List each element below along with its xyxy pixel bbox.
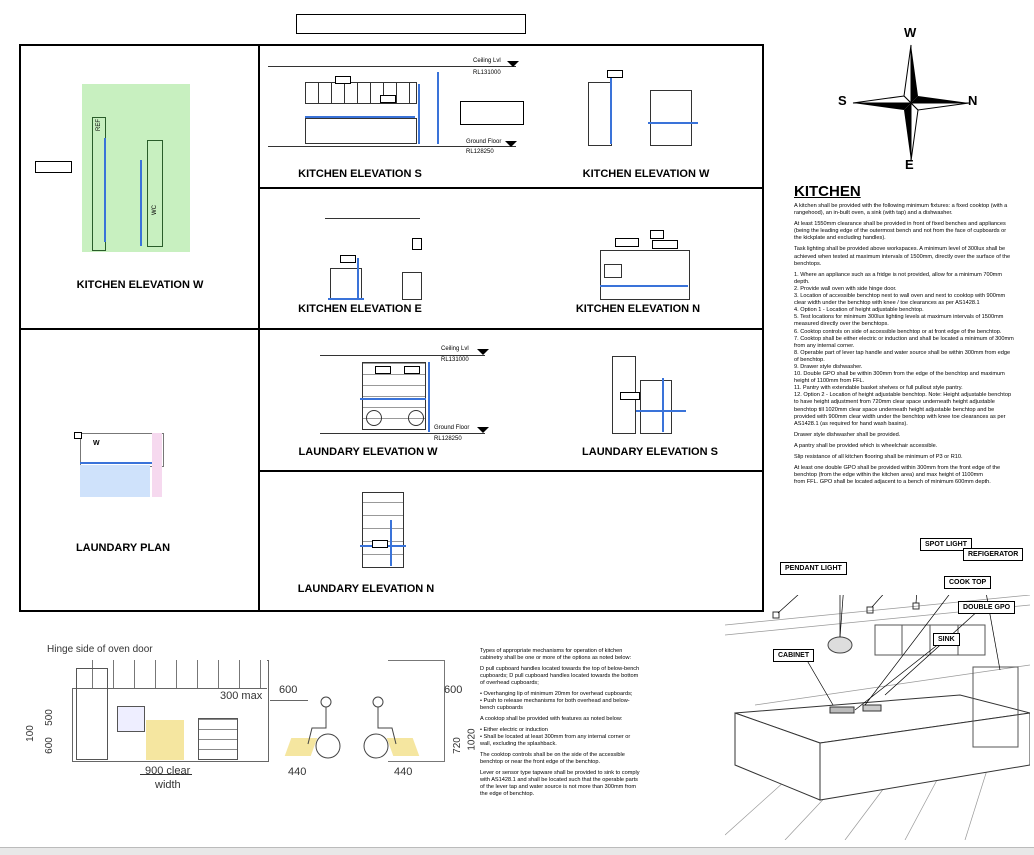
compass-left-label: S bbox=[838, 93, 847, 108]
plan-dim-line bbox=[104, 138, 106, 242]
laundry-plan-label-w: W bbox=[93, 440, 100, 447]
wheelchair-user-icon bbox=[300, 694, 350, 760]
kitchen-notes bbox=[794, 203, 1014, 490]
dim-600-a: 600 bbox=[279, 684, 298, 696]
plan-dim-line bbox=[140, 160, 142, 246]
kitchen-paragraph: At least one double GPO shall be provided within 300mm from the front edge of the benchtop (from the edge within the kitchen area) and max height of 1100mm from FFL. GPO shall be located adjacent to a bench of minimum 600mm depth. bbox=[794, 465, 1001, 486]
grid-divider-left-h bbox=[19, 328, 259, 330]
ceiling-line bbox=[325, 218, 420, 219]
kitchen-perspective-drawing bbox=[725, 595, 1030, 840]
dim-440-a: 440 bbox=[288, 766, 307, 778]
callout-refrigerator: REFIGERATOR bbox=[963, 548, 1023, 561]
callout-pendant-light: PENDANT LIGHT bbox=[780, 562, 847, 575]
oven-elevation bbox=[604, 264, 622, 278]
panel-title-laundry-n: LAUNDARY ELEVATION N bbox=[297, 583, 435, 595]
laundry-ceiling-label: Ceiling Lvl bbox=[441, 346, 469, 352]
note-box-top bbox=[296, 14, 526, 34]
dim-line bbox=[305, 116, 415, 118]
upper-cabinets bbox=[305, 82, 417, 104]
notes-paragraph: • Either electric or induction • Shall be located at least 300mm from any internal corner or wall, excluding the splashback. bbox=[480, 727, 631, 747]
dim-1020: 1020 bbox=[466, 728, 478, 751]
dim-line bbox=[437, 72, 439, 144]
dim-600-b: 600 bbox=[444, 684, 463, 696]
dim-line bbox=[662, 378, 664, 432]
dim-line bbox=[600, 285, 688, 287]
ground-rl: RL128250 bbox=[466, 149, 494, 155]
counter-section bbox=[388, 660, 445, 762]
level-marker-icon bbox=[505, 141, 517, 147]
kitchen-paragraph: A pantry shall be provided which is wheelchair accessible. bbox=[794, 442, 938, 449]
dim-line bbox=[360, 398, 426, 400]
laundry-n-cabinets bbox=[362, 492, 404, 568]
level-marker-icon bbox=[477, 427, 489, 433]
dim-600-left: 600 bbox=[43, 737, 55, 754]
tag-box bbox=[652, 240, 678, 249]
base-cabinets bbox=[305, 118, 417, 144]
callout-sink: SINK bbox=[933, 633, 960, 646]
kitchen-plan-bench-right bbox=[147, 140, 163, 247]
laundry-ground-rl: RL128250 bbox=[434, 436, 462, 442]
tag-box bbox=[412, 238, 422, 250]
tall-cabinet bbox=[588, 82, 612, 146]
dim-line bbox=[428, 362, 430, 432]
panel-title-kitchen-n: KITCHEN ELEVATION N bbox=[575, 303, 701, 315]
clear-knee-space bbox=[146, 720, 184, 760]
panel-title-laundry-plan: LAUNDARY PLAN bbox=[75, 542, 171, 554]
compass-top-label: W bbox=[904, 25, 917, 40]
callout-double-gpo: DOUBLE GPO bbox=[958, 601, 1015, 614]
callout-spot-light: SPOT LIGHT bbox=[920, 538, 972, 551]
kitchen-heading: KITCHEN bbox=[794, 183, 861, 200]
callout-cabinet: CABINET bbox=[773, 649, 814, 662]
panel-title-kitchen-s: KITCHEN ELEVATION S bbox=[298, 168, 422, 180]
dim-line bbox=[390, 520, 392, 566]
compass-right-label: N bbox=[968, 93, 978, 108]
laundry-plan-clear-space bbox=[80, 465, 150, 497]
kitchen-paragraph: Slip resistance of all kitchen flooring shall be minimum of P3 or R10. bbox=[794, 454, 963, 460]
tag-box bbox=[404, 366, 420, 374]
tag-box bbox=[375, 366, 391, 374]
level-marker-icon bbox=[507, 61, 519, 67]
callout-cook-top: COOK TOP bbox=[944, 576, 991, 589]
tag-box bbox=[380, 95, 396, 103]
panel-title-laundry-s: LAUNDARY ELEVATION S bbox=[582, 446, 718, 458]
laundry-ground-label: Ground Floor bbox=[434, 425, 470, 431]
laundry-ceiling-rl: RL131000 bbox=[441, 357, 469, 363]
tag-box bbox=[372, 540, 388, 548]
ground-line bbox=[268, 146, 516, 147]
dim-440-b: 440 bbox=[394, 766, 413, 778]
notes-paragraph: D pull cupboard handles located towards the top of below-bench cupboards; D pull cupboard handles located towards the bottom of overhead cupboards; bbox=[480, 666, 640, 686]
dim-line bbox=[80, 462, 152, 464]
washer-icon bbox=[366, 410, 382, 426]
notes-paragraph: Lever or sensor type tapware shall be provided to sink to comply with AS1428.1 and shall be located such that the operable parts of the lever tap and water source is not more than 300mm from the edge of benchtop. bbox=[480, 770, 640, 797]
plan-note-box bbox=[35, 161, 72, 173]
dim-line bbox=[648, 122, 698, 124]
dim-line bbox=[636, 410, 686, 412]
dim-line bbox=[610, 70, 612, 144]
base-cabinet bbox=[402, 272, 422, 300]
fridge-elevation bbox=[650, 90, 692, 146]
dim-500: 500 bbox=[43, 709, 55, 726]
kitchen-paragraph: Task lighting shall be provided above workspaces. A minimum level of 300lux shall be achieved when tested at maximum intervals of 1500mm, directly over the surface of the benchtops. bbox=[794, 246, 1011, 267]
kitchen-numbered-list: 1. Where an appliance such as a fridge is not provided, allow for a minimum 700mm depth. 2. Provide wall oven with side hinge door. 3. Location of accessible benchtop next to wall oven and next to cooktop with 900mm clear width under the benchtop with knee / toe clearances as per AS1428.1 4. Option 1 - Location of height adjustable benchtop. 5. Test locations for minimum 300lux lighting levels at maximum intervals of 1500mm measured directly over the benchtops. 6. Cooktop controls on side of accessible benchtop or at front edge of the benchtop. 7. Cooktop shall be either electric or induction and shall be located a minimum of 300mm from any internal corner. 8. Operable part of lever tap handle and water source shall be within 300mm from edge of benchtop. 9. Drawer style dishwasher. 10. Double GPO shall be within 300mm from the edge of the benchtop and maximum height of 1100mm from FFL. 11. Pantry with extendable basket shelves or full pullout style pantry. 12. Option 2 - Location of height adjustable benchtop. Note: Height adjustable benchtop to have height adjustment from 720mm clear space underneath height adjustable benchtop till 1020mm clear space underneath height adjustable benchtop and be provided with 900mm clear width under the benchtop with knee toe clearances as per AS1428.1 (as required for hand wash basins). bbox=[794, 271, 1014, 427]
drawers-drawing bbox=[198, 718, 238, 760]
panel-title-kitchen-e: KITCHEN ELEVATION E bbox=[298, 303, 422, 315]
notes-paragraph: The cooktop controls shall be on the side of the accessible benchtop or near the front edge of the benchtop. bbox=[480, 752, 625, 765]
dim-line bbox=[418, 84, 420, 144]
compass-rose-icon bbox=[848, 40, 974, 166]
tag-box bbox=[607, 70, 623, 78]
cabinetry-notes bbox=[480, 648, 640, 802]
hinge-note: Hinge side of oven door bbox=[47, 644, 153, 655]
dim-900-clear: 900 clear bbox=[145, 765, 191, 777]
tag-box bbox=[74, 432, 82, 439]
tag-box bbox=[650, 230, 664, 239]
tag-box bbox=[620, 392, 640, 400]
ceiling-line bbox=[268, 66, 516, 67]
tag-box bbox=[615, 238, 639, 247]
ground-line bbox=[320, 433, 485, 434]
laundry-tall-cabinet bbox=[640, 380, 672, 434]
dim-line bbox=[357, 258, 359, 298]
dim-100: 100 bbox=[24, 725, 36, 742]
ceiling-line bbox=[320, 355, 485, 356]
tag-box bbox=[335, 76, 351, 84]
notes-paragraph: Types of appropriate mechanisms for operation of kitchen cabinetry shall be one or more of the options as noted below: bbox=[480, 648, 632, 661]
oven-drawing bbox=[117, 706, 145, 732]
kitchen-paragraph: Drawer style dishwasher shall be provided. bbox=[794, 431, 901, 438]
fridge-drawing bbox=[76, 668, 108, 760]
kitchen-paragraph: At least 1550mm clearance shall be provided in front of fixed benches and appliances (being the leading edge of the outermost bench and not from the face of cupboards or the kickplate and excluding handles). bbox=[794, 221, 1007, 242]
grid-divider-h1 bbox=[258, 187, 764, 189]
notes-paragraph: A cooktop shall be provided with features as noted below: bbox=[480, 716, 623, 722]
dim-line bbox=[328, 298, 364, 300]
ground-label: Ground Floor bbox=[466, 139, 502, 145]
grid-divider-h2 bbox=[258, 328, 764, 330]
dim-720: 720 bbox=[451, 737, 463, 754]
panel-title-laundry-w: LAUNDARY ELEVATION W bbox=[298, 446, 438, 458]
dim-300-max: 300 max bbox=[220, 690, 263, 702]
dryer-icon bbox=[408, 410, 424, 426]
panel-title-kitchen-w-left: KITCHEN ELEVATION W bbox=[76, 279, 204, 291]
compass-bottom-label: E bbox=[905, 157, 914, 172]
plan-label-ref: REF bbox=[96, 119, 102, 131]
dim-width: width bbox=[155, 779, 181, 791]
plan-label-wc: WC bbox=[152, 205, 158, 215]
panel-title-kitchen-w-right: KITCHEN ELEVATION W bbox=[582, 168, 710, 180]
laundry-plan-wall bbox=[152, 433, 162, 497]
notes-paragraph: • Overhanging lip of minimum 20mm for overhead cupboards; • Push to release mechanisms for both overhead and below-bench cupboards bbox=[480, 691, 633, 711]
level-marker-icon bbox=[477, 349, 489, 355]
note-box bbox=[460, 101, 524, 125]
kitchen-paragraph: A kitchen shall be provided with the following minimum fixtures: a fixed cooktop (with a rangehood), an in-built oven, a sink (with tap) and a dishwasher. bbox=[794, 203, 1008, 217]
tag-box bbox=[340, 255, 356, 263]
grid-divider-h3 bbox=[258, 470, 764, 472]
ceiling-label: Ceiling Lvl bbox=[473, 58, 501, 64]
ceiling-rl: RL131000 bbox=[473, 70, 501, 76]
